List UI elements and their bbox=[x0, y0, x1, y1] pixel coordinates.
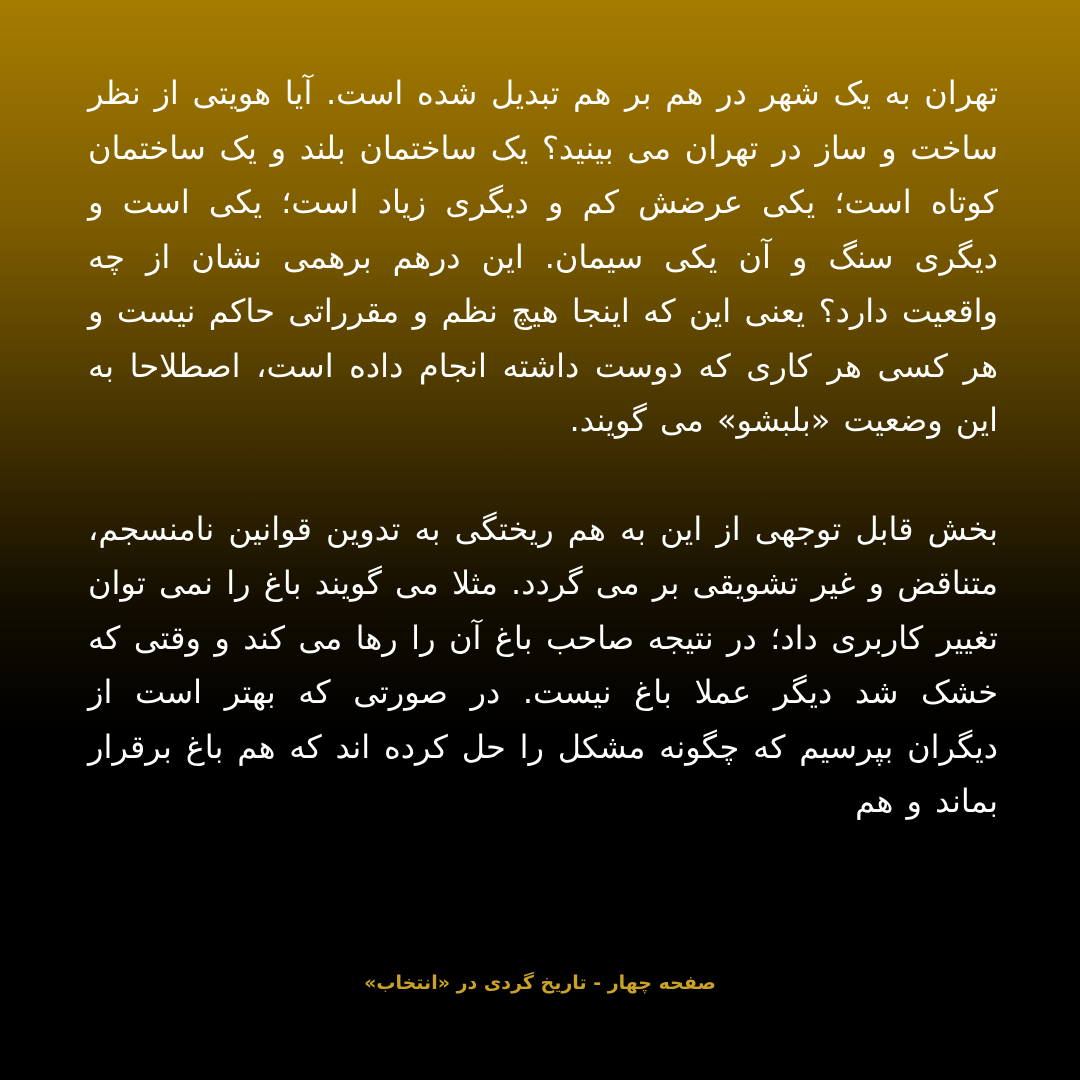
page-footer-caption: صفحه چهار - تاریخ گردی در «انتخاب» bbox=[364, 972, 716, 994]
article-body bbox=[88, 66, 998, 829]
article-paragraph-2: بخش قابل توجهی از این به هم ریختگی به تدوین قوانین نامنسجم، متناقض و غیر تشویقی بر می گردد. مثلا می گویند باغ را نمی توان تغییر کاربری داد؛ در نتیجه صاحب باغ آن را رها می کند و وقتی که خشک شد دیگر عملا باغ نیست. در صورتی که بهتر است از دیگران بپرسیم که چگونه مشکل را حل کرده اند که هم باغ برقرار بماند و هم bbox=[88, 509, 998, 820]
article-paragraph-1: تهران به یک شهر در هم بر هم تبدیل شده است. آیا هویتی از نظر ساخت و ساز در تهران می بینید؟ یک ساختمان بلند و یک ساختمان کوتاه است؛ یکی عرضش کم و دیگری زیاد است؛ یکی است و دیگری سنگ و آن یکی سیمان. این درهم برهمی نشان از چه واقعیت دارد؟ یعنی این که اینجا هیچ نظم و مقرراتی حاکم نیست و هر کسی هر کاری که دوست داشته انجام داده است، اصطلاحا به این وضعیت «بلبشو» می گویند. bbox=[88, 74, 998, 439]
